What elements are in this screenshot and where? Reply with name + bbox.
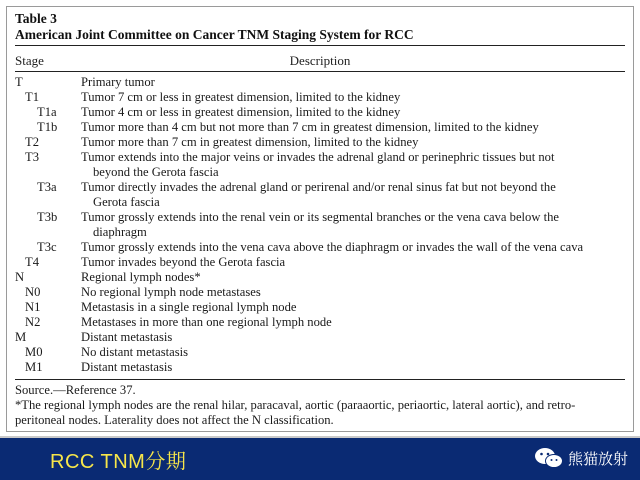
description-line: Tumor 4 cm or less in greatest dimension, limited to the kidney [81, 105, 401, 119]
stage-code: T [15, 75, 23, 89]
stage-code: M [15, 330, 27, 344]
stage-code: T1b [37, 120, 58, 134]
table-label: Table 3 [15, 11, 57, 26]
table-source: Source.—Reference 37. [15, 383, 136, 397]
wechat-icon [534, 446, 564, 470]
table-row [15, 90, 627, 105]
stage-description [81, 285, 627, 300]
stage-description [81, 150, 627, 180]
header-description: Description [289, 53, 351, 68]
stage-code: T3a [37, 180, 57, 194]
stage-code: N2 [25, 315, 41, 329]
description-line: Tumor grossly extends into the renal vein or its segmental branches or the vena cava below the [81, 210, 559, 224]
description-line: Regional lymph nodes* [81, 270, 201, 284]
description-line: Tumor extends into the major veins or invades the adrenal gland or perinephric tissues but not [81, 150, 555, 164]
stage-description [81, 345, 627, 360]
table-row [15, 120, 627, 135]
stage-code: N [15, 270, 25, 284]
description-line: Metastasis in a single regional lymph node [81, 300, 297, 314]
description-line: Tumor more than 7 cm in greatest dimension, limited to the kidney [81, 135, 419, 149]
stage-description [81, 120, 627, 135]
stage-code: N0 [25, 285, 41, 299]
footer-bar [0, 436, 640, 480]
header-stage: Stage [15, 53, 44, 68]
table-row [15, 255, 627, 270]
stage-description [81, 105, 627, 120]
header-top-rule [15, 45, 625, 46]
description-line: Tumor more than 4 cm but not more than 7 cm in greatest dimension, limited to the kidney [81, 120, 539, 134]
stage-code: T3b [37, 210, 58, 224]
description-line: Tumor invades beyond the Gerota fascia [81, 255, 286, 269]
stage-code: N1 [25, 300, 41, 314]
description-line: Primary tumor [81, 75, 155, 89]
table-row [15, 105, 627, 120]
stage-code: M0 [25, 345, 43, 359]
table-row [15, 345, 627, 360]
table-title: American Joint Committee on Cancer TNM Staging System for RCC [15, 27, 414, 42]
table-row [15, 150, 627, 180]
brand-name: 熊猫放射 [567, 449, 628, 468]
stage-description [81, 300, 627, 315]
stage-code: T3c [37, 240, 57, 254]
description-line: Distant metastasis [81, 360, 173, 374]
stage-code: T3 [25, 150, 39, 164]
table-row [15, 315, 627, 330]
stage-description [81, 255, 627, 270]
stage-code: T1 [25, 90, 39, 104]
description-line: Tumor grossly extends into the vena cava above the diaphragm or invades the wall of the vena cava [81, 240, 584, 254]
description-line: Distant metastasis [81, 330, 173, 344]
table-row [15, 210, 627, 240]
stage-description [81, 180, 627, 210]
footnote-line: peritoneal nodes. Laterality does not affect the N classification. [15, 413, 334, 427]
table-row [15, 180, 627, 210]
stage-code: T4 [25, 255, 39, 269]
stage-description [81, 315, 627, 330]
staging-table [6, 6, 634, 432]
description-line: diaphragm [93, 225, 147, 239]
description-line: No regional lymph node metastases [81, 285, 261, 299]
stage-description [81, 90, 627, 105]
description-line: beyond the Gerota fascia [93, 165, 219, 179]
description-line: No distant metastasis [81, 345, 189, 359]
description-line: Gerota fascia [93, 195, 160, 209]
stage-description [81, 240, 627, 255]
stage-description [81, 330, 627, 345]
stage-code: M1 [25, 360, 43, 374]
stage-code: T1a [37, 105, 57, 119]
table-row [15, 135, 627, 150]
table-row [15, 285, 627, 300]
table-bottom-rule [15, 379, 625, 380]
brand [534, 446, 628, 470]
description-line: Tumor directly invades the adrenal gland or perirenal and/or renal sinus fat but not beyond the [81, 180, 556, 194]
stage-description [81, 270, 627, 285]
description-line: Tumor 7 cm or less in greatest dimension, limited to the kidney [81, 90, 401, 104]
staging-rows [15, 75, 627, 375]
table-row [15, 360, 627, 375]
table-row [15, 330, 627, 345]
stage-description [81, 210, 627, 240]
stage-description [81, 360, 627, 375]
table-row [15, 240, 627, 255]
stage-description [81, 75, 627, 90]
table-footnote [15, 398, 627, 428]
slide-title: RCC TNM分期 [50, 451, 187, 473]
stage-description [81, 135, 627, 150]
header-bottom-rule [15, 71, 625, 72]
description-line: Metastases in more than one regional lymph node [81, 315, 332, 329]
stage-code: T2 [25, 135, 39, 149]
table-row [15, 75, 627, 90]
table-row [15, 270, 627, 285]
table-row [15, 300, 627, 315]
footnote-line: *The regional lymph nodes are the renal hilar, paracaval, aortic (paraaortic, periaortic, lateral aortic), and retro- [15, 398, 576, 412]
